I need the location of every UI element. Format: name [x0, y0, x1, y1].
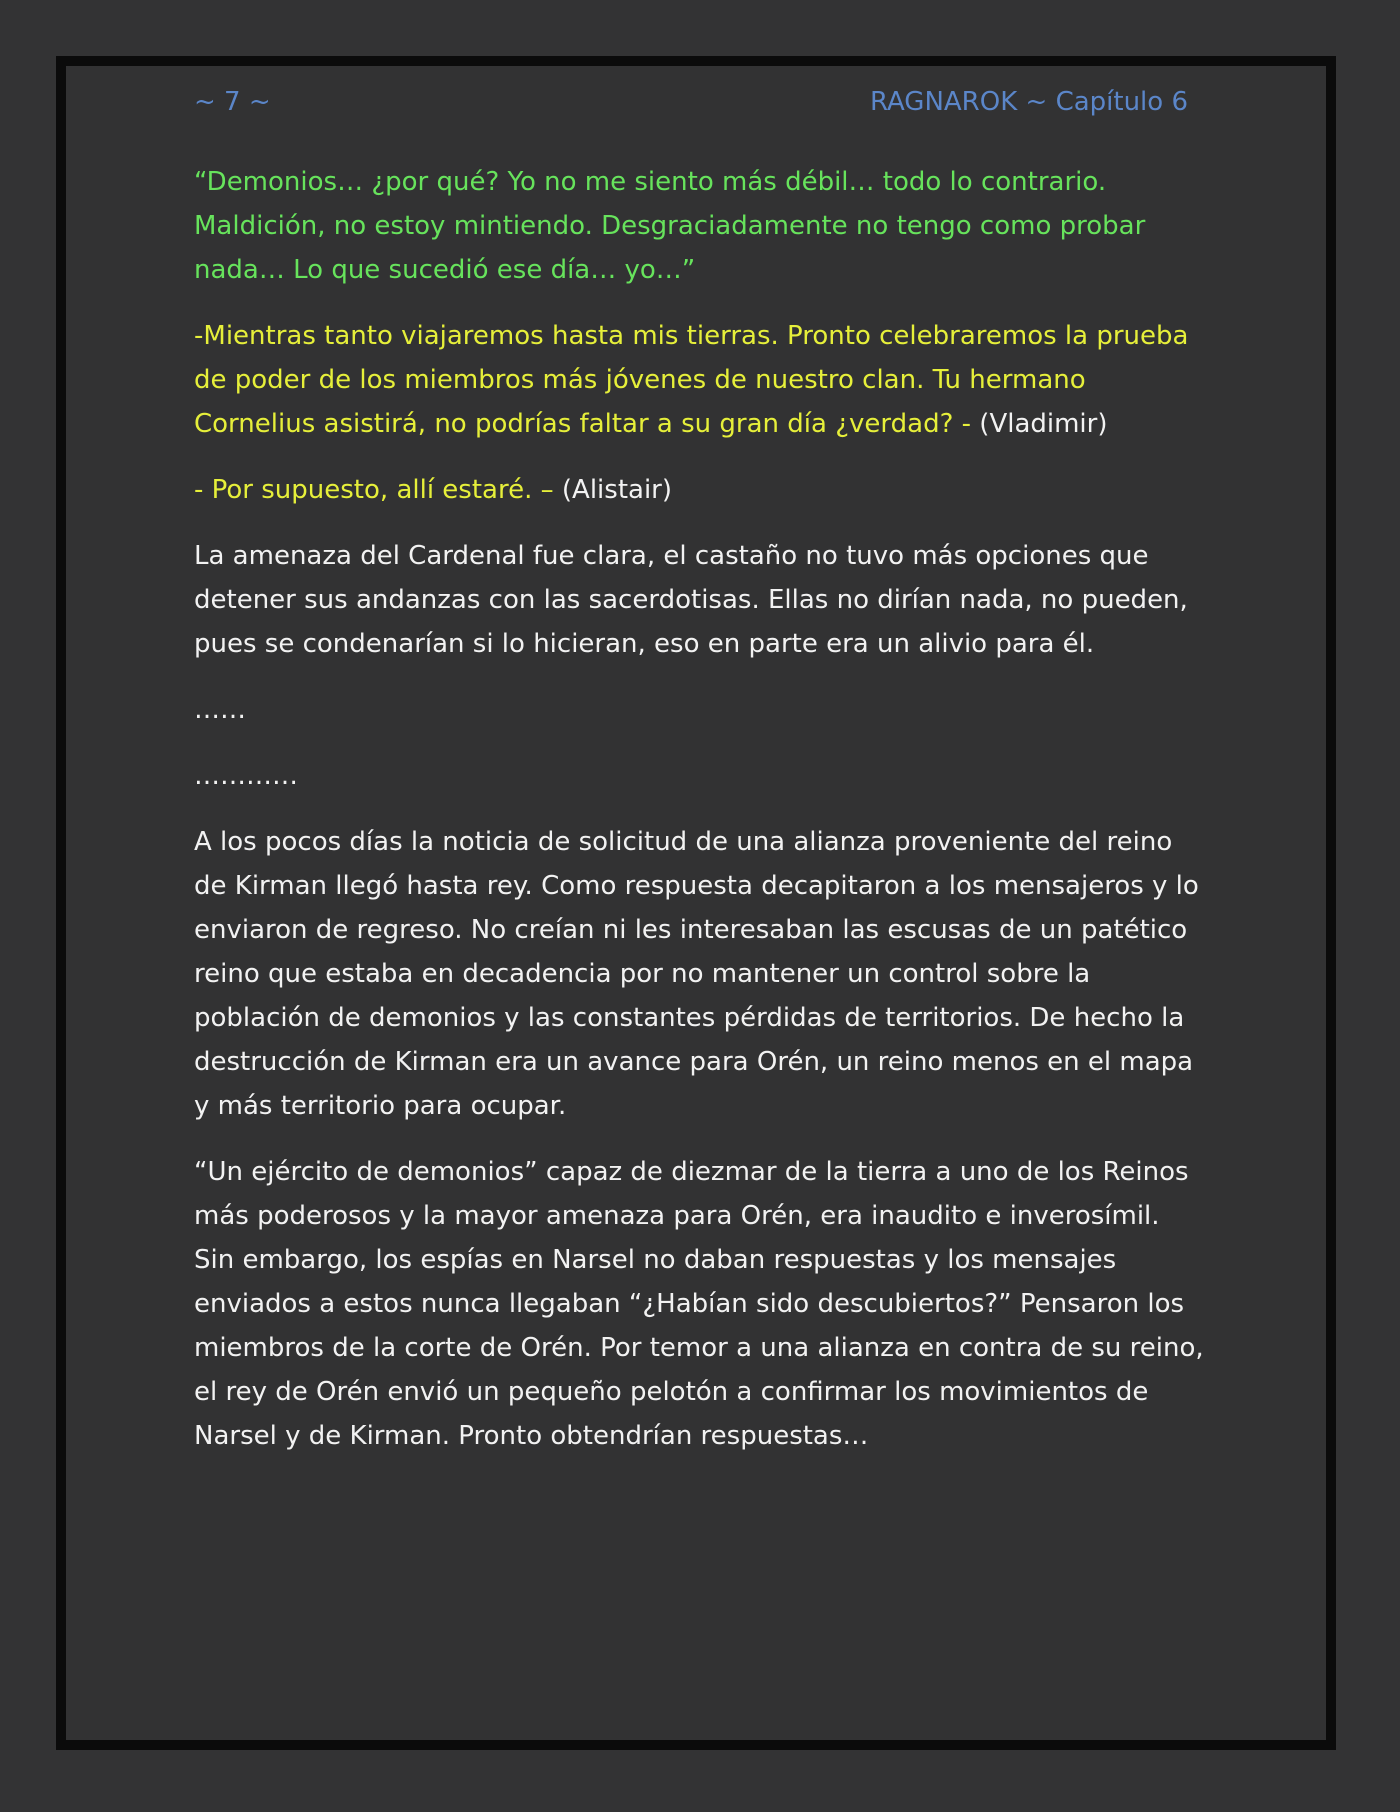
dialogue-speaker: (Vladimir) [971, 409, 1108, 439]
narration-paragraph: A los pocos días la noticia de solicitud de una alianza proveniente del reino de Kirman llegó hasta rey. Como respuesta decapitaron a los mensajeros y lo enviaron de regreso. No creían ni les interesaban las escusas de un patético reino que estaba en decadencia por no mantener un control sobre la población de demonios y las constantes pérdidas de territorios. De hecho la destrucción de Kirman era un avance para Orén, un reino menos en el mapa y más territorio para ocupar. [194, 827, 1199, 1121]
narration-paragraph: “Un ejército de demonios” capaz de diezmar de la tierra a uno de los Reinos más poderosos y la mayor amenaza para Orén, era inaudito e inverosímil. Sin embargo, los espías en Narsel no daban respuestas y los mensajes enviados a estos nunca llegaban “¿Habían sido descubiertos?” Pensaron los miembros de la corte de Orén. Por temor a una alianza en contra de su reino, el rey de Orén envió un pequeño pelotón a confirmar los movimientos de Narsel y de Kirman. Pronto obtendrían respuestas… [194, 1157, 1204, 1451]
page-content [194, 160, 1204, 1480]
page-header [194, 80, 1188, 124]
dialogue-speech: - Por supuesto, allí estaré. – [194, 475, 554, 505]
chapter-title: RAGNAROK ~ Capítulo 6 [869, 87, 1188, 117]
thought-paragraph: “Demonios… ¿por qué? Yo no me siento más débil… todo lo contrario. Maldición, no estoy mintiendo. Desgraciadamente no tengo como probar nada… Lo que sucedió ese día… yo…” [194, 167, 1146, 285]
dialogue-speaker: (Alistair) [553, 475, 672, 505]
scene-break-dots: ………… [194, 761, 298, 791]
narration-paragraph: La amenaza del Cardenal fue clara, el castaño no tuvo más opciones que detener sus andanzas con las sacerdotisas. Ellas no dirían nada, no pueden, pues se condenarían si lo hicieran, eso en parte era un alivio para él. [194, 541, 1188, 659]
page-number: ~ 7 ~ [194, 87, 271, 117]
dialogue-vladimir [194, 314, 1204, 446]
dialogue-alistair [194, 468, 1204, 512]
scene-break-dots: …… [194, 695, 246, 725]
dialogue-speech: -Mientras tanto viajaremos hasta mis tierras. Pronto celebraremos la prueba de poder de los miembros más jóvenes de nuestro clan. Tu hermano Cornelius asistirá, no podrías faltar a su gran día ¿verdad? - [194, 321, 1189, 439]
